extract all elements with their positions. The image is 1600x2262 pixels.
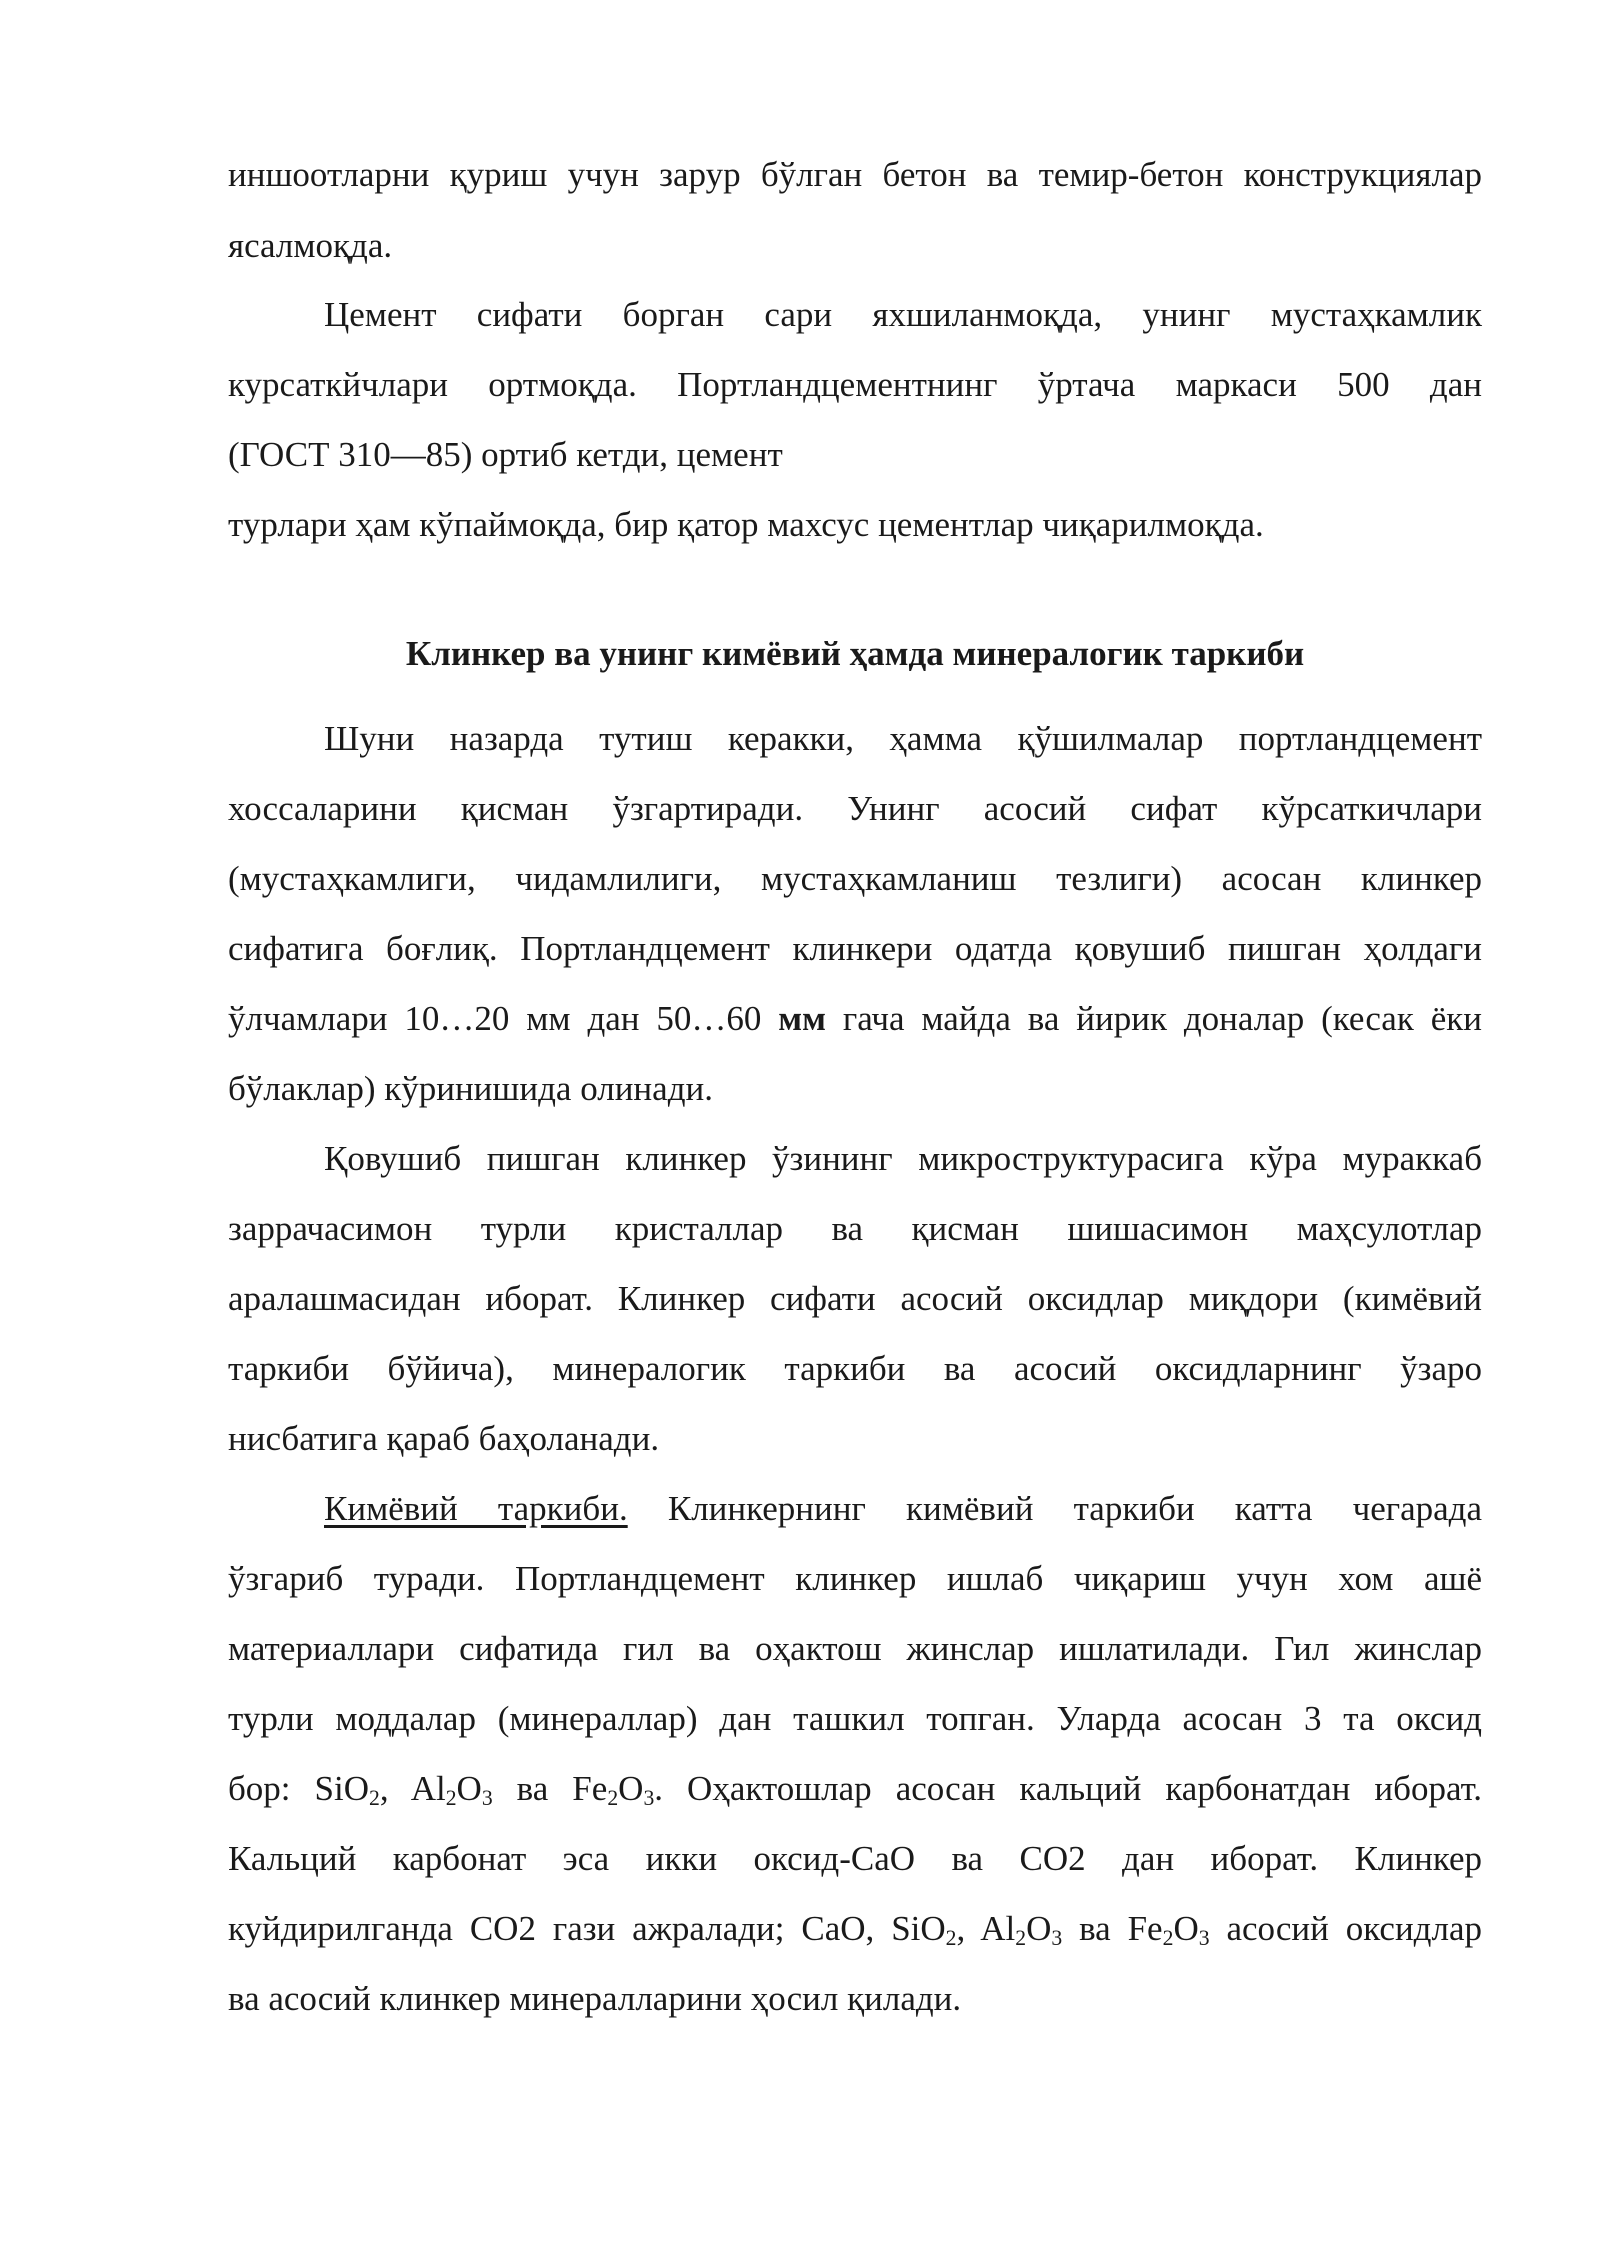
- text-run: . Оҳактошлар асосан кальций карбонатдан иборат.: [654, 1769, 1483, 1808]
- subscript: 3: [1051, 1925, 1063, 1950]
- paragraph-line: бўлаклар) кўринишида олинади.: [228, 1069, 713, 1108]
- subscript: 3: [643, 1785, 655, 1810]
- paragraph-line: турлари ҳам кўпаймоқда, бир қатор махсус цементлар чиқарилмоқда.: [228, 505, 1264, 544]
- paragraph-line: [228, 1769, 1483, 1810]
- text-run: бор: SiO: [228, 1769, 370, 1808]
- underlined-label: Кимёвий таркиби.: [324, 1489, 628, 1528]
- subscript: 2: [607, 1785, 619, 1810]
- text-run: гача майда ва йирик доналар (кесак ёки: [825, 999, 1482, 1038]
- paragraph-line: аралашмасидан иборат. Клинкер сифати асосий оксидлар миқдори (кимёвий: [228, 1279, 1482, 1318]
- paragraph-line: Қовушиб пишган клинкер ўзининг микроструктурасига кўра мураккаб: [324, 1139, 1482, 1178]
- text-run: , Al: [379, 1769, 446, 1808]
- text-run: ва Fe: [492, 1769, 608, 1808]
- paragraph-line: [228, 1909, 1482, 1950]
- text-run: ва Fe: [1062, 1909, 1163, 1948]
- paragraph-line: турли моддалар (минераллар) дан ташкил топган. Уларда асосан 3 та оксид: [228, 1699, 1482, 1738]
- paragraph-line: (мустаҳкамлиги, чидамлилиги, мустаҳкамланиш тезлиги) асосан клинкер: [228, 859, 1482, 898]
- paragraph-line: [228, 1001, 1482, 1036]
- text-run: O: [456, 1769, 482, 1808]
- paragraph-line: хоссаларини қисман ўзгартиради. Унинг асосий сифат кўрсаткичлари: [228, 789, 1482, 828]
- paragraph-line: таркиби бўйича), минералогик таркиби ва асосий оксидларнинг ўзаро: [228, 1349, 1482, 1388]
- paragraph-line: ва асосий клинкер минералларини ҳосил қилади.: [228, 1979, 962, 2018]
- paragraph-line: иншоотларни қуриш учун зарур бўлган бетон ва темир-бетон конструкциялар: [228, 155, 1482, 194]
- text-run: O: [1173, 1909, 1199, 1948]
- paragraph-line: материаллари сифатида гил ва оҳактош жинслар ишлатилади. Гил жинслар: [228, 1629, 1482, 1668]
- paragraph-line: сифатига боғлиқ. Портландцемент клинкери одатда қовушиб пишган ҳолдаги: [228, 929, 1482, 968]
- text-run: ўлчамлари 10…20 мм дан 50…60: [228, 999, 779, 1038]
- paragraph-line: [324, 1491, 1482, 1526]
- paragraph-line: ўзгариб туради. Портландцемент клинкер ишлаб чиқариш учун хом ашё: [228, 1559, 1482, 1598]
- paragraph-line: Цемент сифати борган сари яхшиланмоқда, унинг мустаҳкамлик: [324, 295, 1482, 334]
- bold-unit: мм: [778, 999, 826, 1038]
- text-run: асосий оксидлар: [1209, 1909, 1482, 1948]
- paragraph-line: курсаткйчлари ортмоқда. Портландцементнинг ўртача маркаси 500 дан: [228, 365, 1482, 404]
- paragraph-line: (ГОСТ 310—85) ортиб кетди, цемент: [228, 435, 783, 474]
- section-heading: Клинкер ва унинг кимёвий ҳамда минералогик таркиби: [405, 634, 1305, 673]
- subscript: 2: [945, 1925, 957, 1950]
- paragraph-line: Шуни назарда тутиш керакки, ҳамма қўшилмалар портландцемент: [324, 719, 1482, 758]
- text-run: O: [1026, 1909, 1052, 1948]
- subscript: 3: [1198, 1925, 1210, 1950]
- paragraph-line: ясалмоқда.: [228, 226, 393, 265]
- text-run: Клинкернинг кимёвий таркиби катта чегарада: [627, 1489, 1483, 1528]
- subscript: 3: [481, 1785, 493, 1810]
- paragraph-line: заррачасимон турли кристаллар ва қисман шишасимон маҳсулотлар: [228, 1209, 1482, 1248]
- subscript: 2: [369, 1785, 380, 1810]
- text-run: O: [618, 1769, 644, 1808]
- subscript: 2: [1162, 1925, 1174, 1950]
- paragraph-line: Кальций карбонат эса икки оксид-CaO ва CO2 дан иборат. Клинкер: [228, 1839, 1482, 1878]
- text-run: куйдирилганда CO2 гази ажралади; CaO, SiO: [228, 1909, 946, 1948]
- paragraph-line: нисбатига қараб баҳоланади.: [228, 1419, 660, 1458]
- subscript: 2: [445, 1785, 457, 1810]
- text-run: , Al: [956, 1909, 1016, 1948]
- subscript: 2: [1015, 1925, 1027, 1950]
